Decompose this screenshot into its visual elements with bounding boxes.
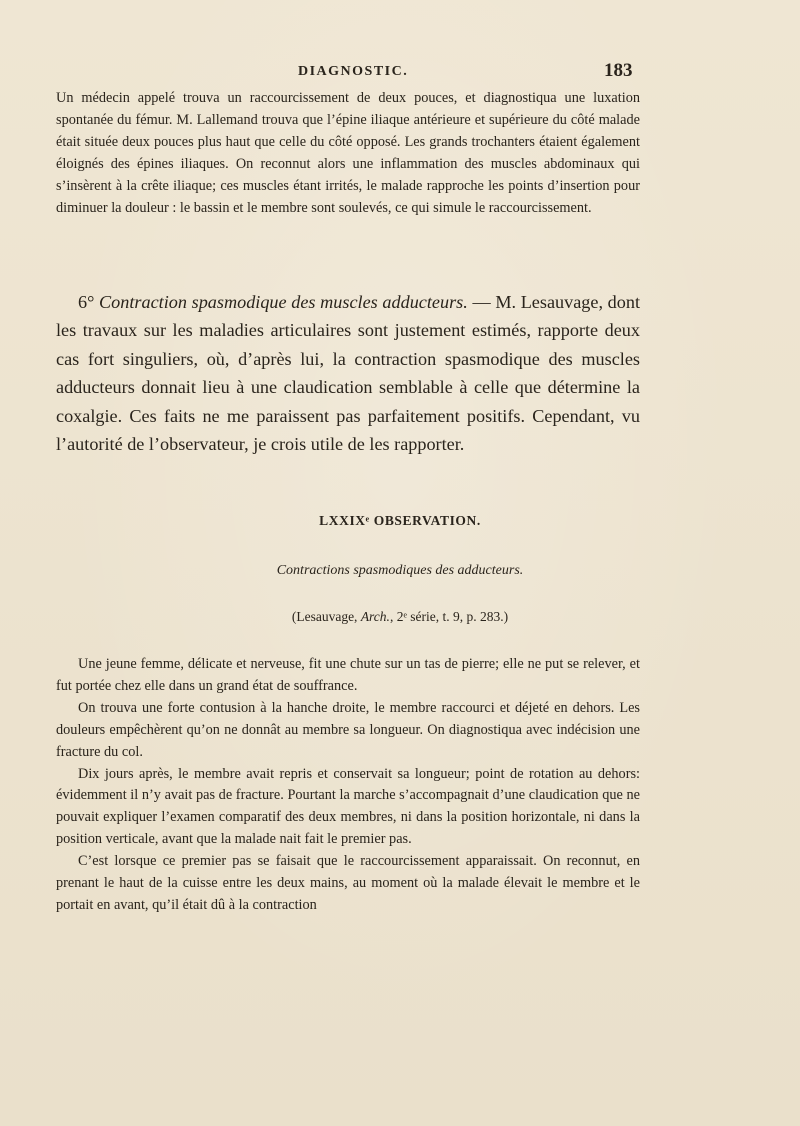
observation-body [56, 654, 640, 917]
section-heading: Contraction spasmodique des muscles adducteurs. [99, 292, 468, 312]
observation-subtitle: Contractions spasmodiques des adducteurs. [276, 563, 524, 578]
section-number: 6° [78, 292, 95, 312]
running-title: DIAGNOSTIC. [298, 64, 409, 79]
observation-heading: LXXIXᵉ OBSERVATION. [319, 513, 481, 528]
observation-paragraph: Dix jours après, le membre avait repris et conservait sa longueur; point de rotation au dehors: évidemment il n’y avait pas de fracture. Pourtant la marche s’accompagnait d’une claudication que ne pouvait expliquer l’examen comparatif des deux membres, ni dans la position horizontale, ni dans la position verticale, avant que la malade nait fait le premier pas. [56, 765, 640, 848]
running-head [0, 62, 800, 84]
paragraph-continuation [56, 88, 640, 219]
paragraph-text: Un médecin appelé trouva un raccourcissement de deux pouces, et diagnostiqua une luxation spontanée du fémur. M. Lallemand trouva que l’épine iliaque antérieure et supérieure du côté malade était située deux pouces plus haut que celle du côté opposé. Les grands trochanters étaient également éloignés des épines iliaques. On reconnut alors une inflammation des muscles abdominaux qui s’insèrent à la crête iliaque; ces muscles étant irrités, le malade rapproche les points d’insertion pour diminuer la douleur : le bassin et le membre sont soulevés, ce qui simule le raccourcissement. [56, 90, 640, 216]
section-6 [56, 288, 640, 458]
observation-paragraph: Une jeune femme, délicate et nerveuse, fit une chute sur un tas de pierre; elle ne put se relever, et fut portée chez elle dans un grand état de souffrance. [56, 656, 640, 694]
reference-journal: Arch. [360, 609, 390, 624]
reference-author: (Lesauvage, [291, 609, 361, 624]
section-6-paragraph [56, 288, 640, 458]
observation-paragraph: On trouva une forte contusion à la hanche droite, le membre raccourci et déjeté en dehors. Les douleurs empêchèrent qu’on ne donnât au membre sa longueur. On diagnostiqua avec indécision une fracture du col. [56, 699, 640, 760]
observation-paragraph: C’est lorsque ce premier pas se faisait que le raccourcissement apparaissait. On reconnut, en prenant le haut de la cuisse entre les deux mains, au moment où la malade élevait le membre et le portait en avant, qu’il était dû à la contraction [56, 853, 640, 913]
page-number: 183 [604, 60, 633, 81]
observation-reference [0, 609, 800, 625]
reference-details: , 2ᵉ série, t. 9, p. 283.) [389, 609, 509, 624]
section-text: — M. Lesauvage, dont les travaux sur les maladies articulaires sont justement estimés, rapporte deux cas fort singuliers, où, d’après lui, la contraction spasmodique des muscles adducteurs donnait lieu à une claudication semblable à celle que détermine la coxalgie. Ces faits ne me paraissent pas parfaitement positifs. Cependant, vu l’autorité de l’observateur, je crois utile de les rapporter. [56, 292, 641, 455]
